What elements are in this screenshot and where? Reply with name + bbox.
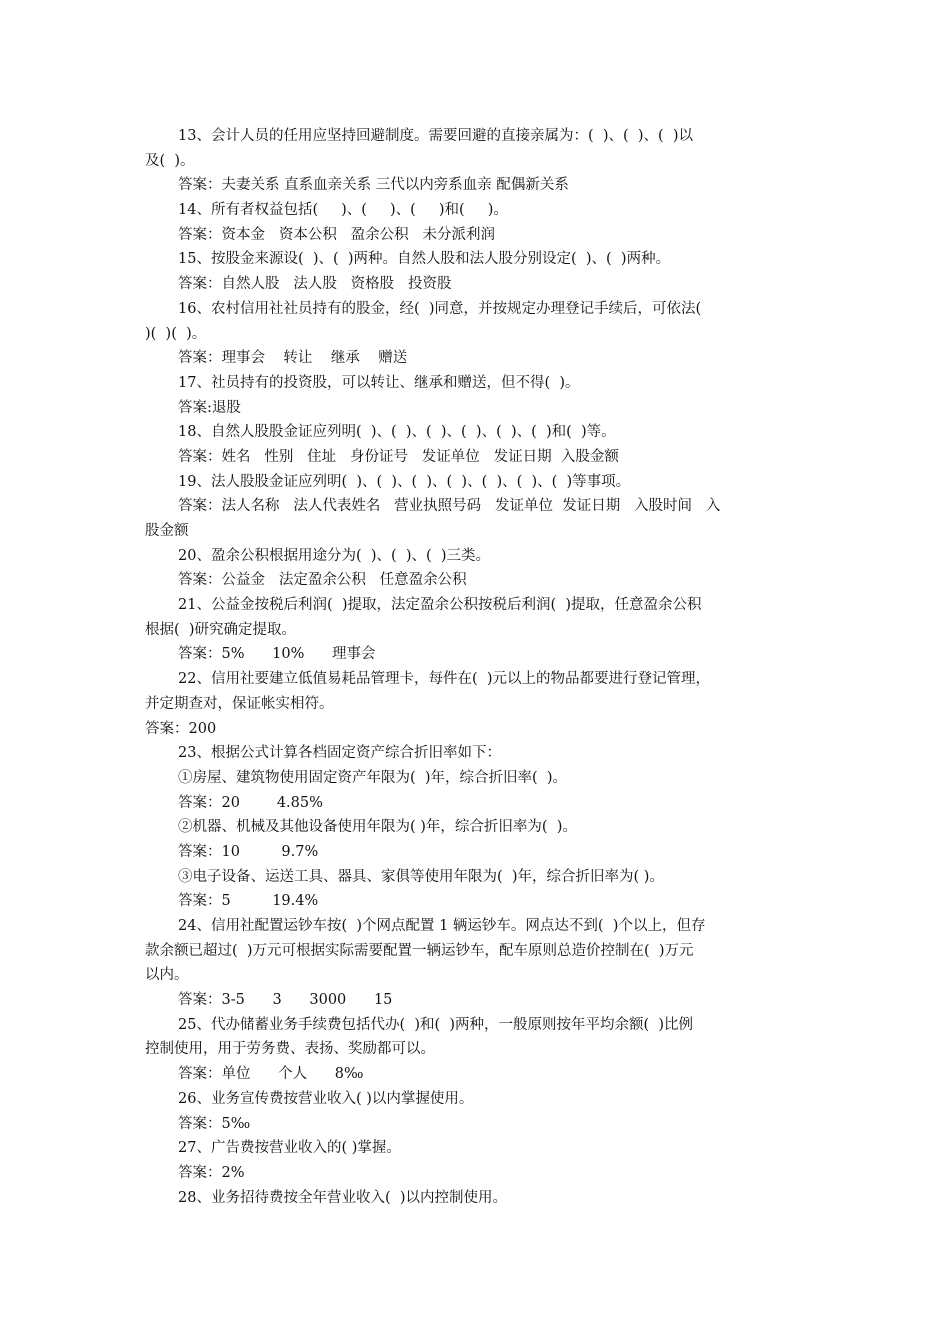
text-line: 26、业务宣传费按营业收入( )以内掌握使用。 xyxy=(178,1090,474,1107)
text-line: 答案：10 9.7% xyxy=(178,843,319,860)
text-line: 答案：理事会 转让 继承 赠送 xyxy=(178,350,408,367)
text-line: 根据( )研究确定提取。 xyxy=(145,621,297,638)
text-line: ①房屋、建筑物使用固定资产年限为( )年，综合折旧率( )。 xyxy=(178,769,568,786)
text-line: 并定期查对，保证帐实相符。 xyxy=(145,695,334,712)
text-line: 答案：2% xyxy=(178,1164,245,1181)
text-line: 答案：资本金 资本公积 盈余公积 未分派利润 xyxy=(178,226,495,243)
text-line: )( )( )。 xyxy=(145,325,207,342)
text-line: 答案：公益金 法定盈余公积 任意盈余公积 xyxy=(178,572,467,589)
text-line: 13、会计人员的任用应坚持回避制度。需要回避的直接亲属为：( )、( )、( )以 xyxy=(178,128,694,144)
text-line: ②机器、机械及其他设备使用年限为( )年，综合折旧率为( )。 xyxy=(178,819,577,836)
text-line: 答案：姓名 性别 住址 身份证号 发证单位 发证日期 入股金额 xyxy=(178,448,619,465)
text-line: 答案:退股 xyxy=(178,399,241,416)
document-body xyxy=(145,124,810,1210)
text-line: 16、农村信用社社员持有的股金，经( )同意，并按规定办理登记手续后，可依法( xyxy=(178,300,702,317)
text-line: 24、信用社配置运钞车按( )个网点配置 1 辆运钞车。网点达不到( )个以上，但存 xyxy=(178,918,706,934)
text-line: 以内。 xyxy=(145,967,189,984)
text-line: 答案：3-5 3 3000 15 xyxy=(178,992,393,1009)
text-line: 21、公益金按税后利润( )提取，法定盈余公积按税后利润( )提取，任意盈余公积 xyxy=(178,597,702,614)
text-line: 答案：5% 10% 理事会 xyxy=(178,646,376,663)
text-line: 答案：自然人股 法人股 资格股 投资股 xyxy=(178,276,452,293)
text-line: 17、社员持有的投资股，可以转让、继承和赠送，但不得( )。 xyxy=(178,374,580,391)
text-line: 答案：20 4.85% xyxy=(178,794,323,811)
text-line: 15、按股金来源设( )、( )两种。自然人股和法人股分别设定( )、( )两种。 xyxy=(178,251,671,268)
text-line: 28、业务招待费按全年营业收入( )以内控制使用。 xyxy=(178,1189,507,1206)
text-line: 14、所有者权益包括( )、( )、( )和( )。 xyxy=(178,202,508,219)
text-line: 27、广告费按营业收入的( )掌握。 xyxy=(178,1140,401,1157)
text-line: ③电子设备、运送工具、器具、家俱等使用年限为( )年，综合折旧率为( )。 xyxy=(178,868,664,885)
text-line: 及( )。 xyxy=(145,152,195,169)
text-line: 22、信用社要建立低值易耗品管理卡，每件在( )元以上的物品都要进行登记管理， xyxy=(178,671,710,688)
text-line: 答案：200 xyxy=(145,720,217,737)
text-line: 款余额已超过( )万元可根据实际需要配置一辆运钞车，配车原则总造价控制在( )万元 xyxy=(145,942,694,959)
text-line: 23、根据公式计算各档固定资产综合折旧率如下： xyxy=(178,745,501,762)
text-line: 25、代办储蓄业务手续费包括代办( )和( )两种，一般原则按年平均余额( )比例 xyxy=(178,1016,694,1033)
text-line: 股金额 xyxy=(145,523,189,539)
text-line: 控制使用，用于劳务费、表扬、奖励都可以。 xyxy=(145,1041,435,1058)
text-line: 19、法人股股金证应列明( )、( )、( )、( )、( )、( )、( )等事项。 xyxy=(178,473,631,490)
text-line: 答案：5‰ xyxy=(178,1115,251,1132)
text-line: 答案：单位 个人 8‰ xyxy=(178,1066,364,1083)
text-line: 答案：法人名称 法人代表姓名 营业执照号码 发证单位 发证日期 入股时间 入 xyxy=(178,498,721,515)
text-line: 答案：5 19.4% xyxy=(178,893,319,910)
text-line: 20、盈余公积根据用途分为( )、( )、( )三类。 xyxy=(178,547,491,564)
text-line: 答案：夫妻关系 直系血亲关系 三代以内旁系血亲 配偶新关系 xyxy=(178,177,569,194)
text-line: 18、自然人股股金证应列明( )、( )、( )、( )、( )、( )和( )等。 xyxy=(178,424,616,441)
